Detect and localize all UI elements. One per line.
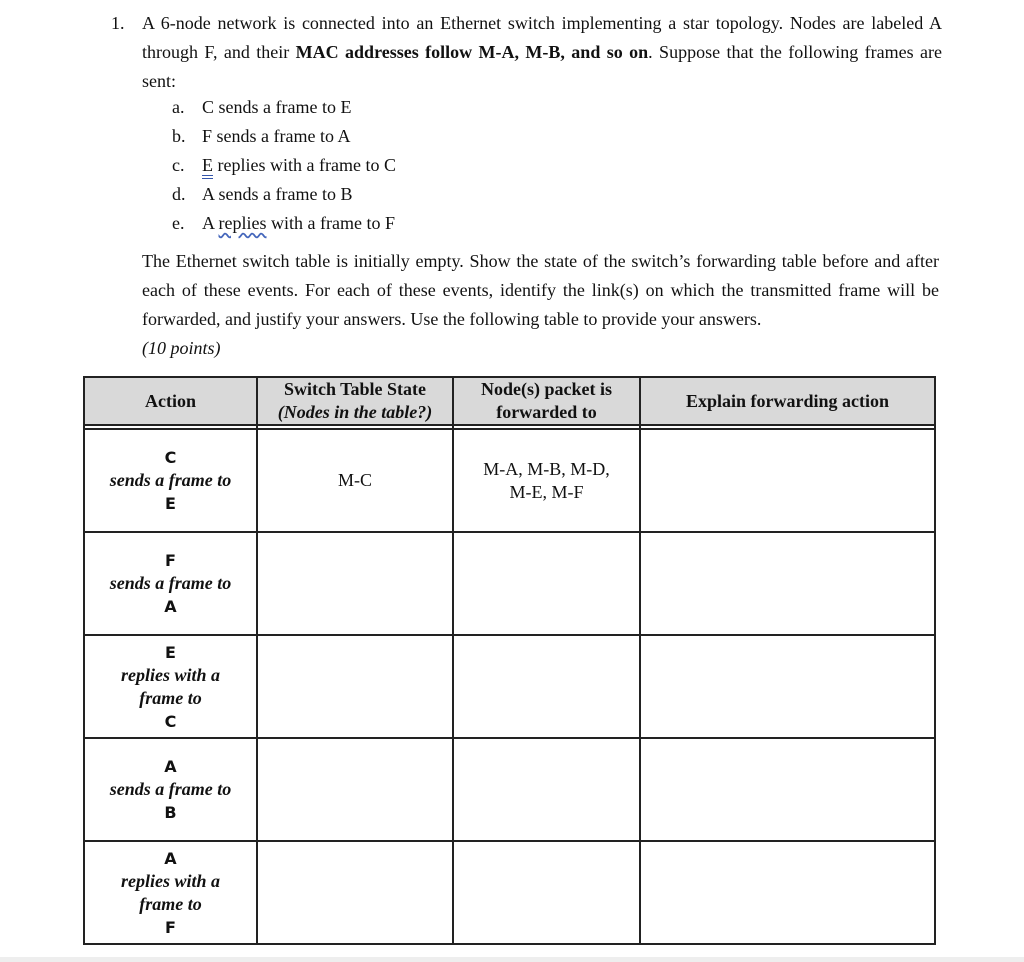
action-cell: F sends a frame to A [84,532,257,635]
explain-cell[interactable] [640,429,935,532]
forwarded-to-cell[interactable] [453,841,640,944]
table-header-row [84,377,935,425]
forwarded-to-cell[interactable] [453,635,640,738]
instructions-paragraph: The Ethernet switch table is initially empty. Show the state of the switch’s forwarding table before and after each of these events. For each of these events, identify the link(s) on which the transmitted frame will be forwarded, and justify your answers. Use the following table to provide your answers. (10 points) [142,251,939,358]
step-b: b. F sends a frame to A [172,126,351,146]
explain-cell[interactable] [640,841,935,944]
intro-text-2: . Suppose that the following frames are sent: [142,42,942,91]
action-cell: A sends a frame to B [84,738,257,841]
explain-cell[interactable] [640,532,935,635]
step-c: c. E replies with a frame to C [172,155,396,175]
forwarded-to-cell[interactable] [453,532,640,635]
forwarded-to-cell[interactable] [453,738,640,841]
explain-cell[interactable] [640,635,935,738]
header-explain: Explain forwarding action [640,377,935,425]
question-intro [142,9,942,96]
header-action: Action [84,377,257,425]
explain-cell[interactable] [640,738,935,841]
step-a: a. C sends a frame to E [172,97,352,117]
step-e: e. A replies with a frame to F [172,213,395,233]
intro-text-1: A 6-node network is connected into an Ethernet switch implementing a star topology. Nodes are labeled A through F, and their [142,13,942,62]
action-cell: E replies with a frame to C [84,635,257,738]
frame-steps-list [172,93,396,238]
switch-state-cell[interactable] [257,532,453,635]
header-forwarded-to: Node(s) packet is forwarded to [453,377,640,425]
switch-state-cell[interactable] [257,635,453,738]
table-row [84,841,935,944]
table-row [84,738,935,841]
page-bottom-edge [0,957,1024,962]
switch-state-cell[interactable]: M-C [257,429,453,532]
action-cell: A replies with a frame to F [84,841,257,944]
table-row [84,429,935,532]
step-d: d. A sends a frame to B [172,184,353,204]
forwarded-to-cell[interactable]: M-A, M-B, M-D, M-E, M-F [453,429,640,532]
action-cell: C sends a frame to E [84,429,257,532]
grammar-underline: replies [218,213,267,233]
table-row [84,532,935,635]
header-switch-state: Switch Table State (Nodes in the table?) [257,377,453,425]
question-number: 1. [111,13,125,33]
points-label: (10 points) [142,338,221,358]
spellcheck-underline: E [202,155,213,175]
intro-bold-text: MAC addresses follow M-A, M-B, and so on [295,42,649,62]
answer-table [83,376,936,945]
switch-state-cell[interactable] [257,841,453,944]
switch-state-cell[interactable] [257,738,453,841]
table-row [84,635,935,738]
